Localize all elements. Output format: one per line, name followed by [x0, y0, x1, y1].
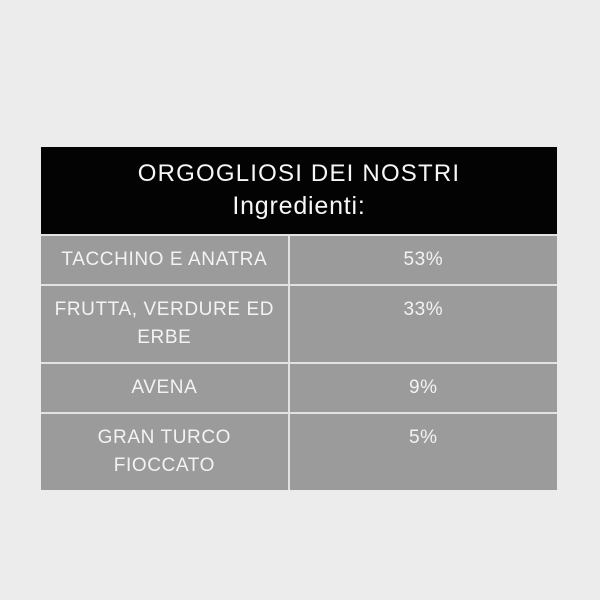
table-title-line2: Ingredienti: [232, 192, 366, 220]
table-row [41, 284, 557, 362]
ingredient-cell: GRAN TURCO FIOCCATO [41, 414, 290, 490]
percent-cell: 5% [409, 427, 438, 448]
ingredient-cell: TACCHINO E ANATRA [41, 236, 290, 284]
table-header [41, 147, 557, 234]
percent-cell: 9% [409, 377, 438, 398]
table-title-line1: ORGOGLIOSI DEI NOSTRI [137, 160, 461, 187]
table-row [41, 234, 557, 284]
ingredient-cell: FRUTTA, VERDURE ED ERBE [41, 286, 290, 362]
ingredient-cell: AVENA [41, 364, 290, 412]
percent-cell: 53% [403, 249, 444, 270]
table-row [41, 412, 557, 490]
percent-cell: 33% [403, 299, 444, 320]
table-row [41, 362, 557, 412]
ingredients-table [41, 147, 557, 490]
